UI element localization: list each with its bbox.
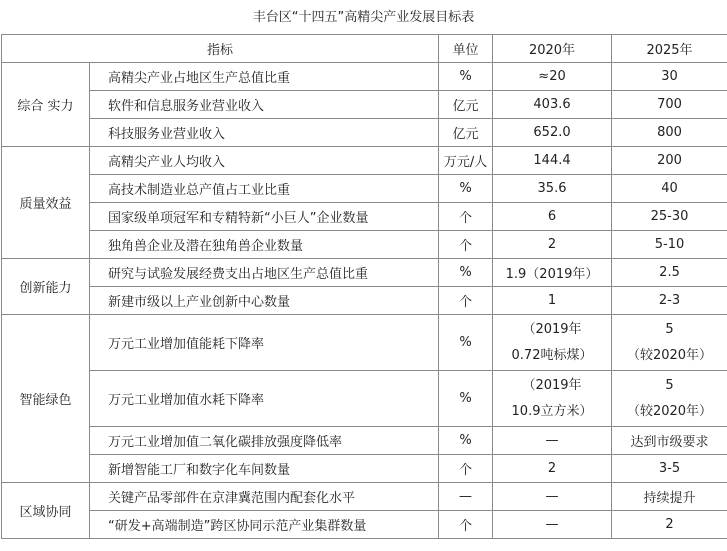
header-indicator: 指标: [2, 35, 439, 63]
indicator-cell: 研究与试验发展经费支出占地区生产总值比重: [90, 259, 439, 287]
value-line: （较2020年）: [626, 403, 713, 419]
value-2020-cell: 2: [493, 231, 612, 259]
value-2025-cell: 40: [612, 175, 727, 203]
value-2020-cell: —: [493, 511, 612, 539]
value-2020-cell: 1: [493, 287, 612, 315]
targets-table: [1, 34, 727, 539]
indicator-cell: 万元工业增加值能耗下降率: [90, 315, 439, 371]
value-2020-cell: —: [493, 483, 612, 511]
value-2020-cell: [493, 371, 612, 427]
value-2025-cell: 3-5: [612, 455, 727, 483]
unit-cell: 万元/人: [439, 147, 493, 175]
value-line: （2019年: [522, 321, 582, 337]
value-2020-cell: 6: [493, 203, 612, 231]
indicator-cell: 新增智能工厂和数字化车间数量: [90, 455, 439, 483]
table-title: 丰台区“十四五”高精尖产业发展目标表: [252, 10, 475, 25]
value-2020-cell: ≈20: [493, 63, 612, 91]
unit-cell: 亿元: [439, 119, 493, 147]
unit-cell: %: [439, 259, 493, 287]
header-2020: 2020年: [493, 35, 612, 63]
value-2020-cell: 2: [493, 455, 612, 483]
value-2025-cell: 持续提升: [612, 483, 727, 511]
indicator-cell: 高精尖产业占地区生产总值比重: [90, 63, 439, 91]
table-row: [2, 231, 727, 259]
table-row: [2, 259, 727, 287]
indicator-cell: 科技服务业营业收入: [90, 119, 439, 147]
indicator-cell: 软件和信息服务业营业收入: [90, 91, 439, 119]
table-row: [2, 511, 727, 539]
value-2025-cell: 200: [612, 147, 727, 175]
value-2020-cell: [493, 315, 612, 371]
category-cell: 质量效益: [2, 147, 90, 259]
value-2020-cell: 35.6: [493, 175, 612, 203]
unit-cell: %: [439, 427, 493, 455]
value-2025-cell: [612, 371, 727, 427]
indicator-cell: 万元工业增加值二氧化碳排放强度降低率: [90, 427, 439, 455]
table-row: [2, 91, 727, 119]
unit-cell: %: [439, 371, 493, 427]
indicator-cell: 国家级单项冠军和专精特新“小巨人”企业数量: [90, 203, 439, 231]
value-line: （较2020年）: [626, 347, 713, 363]
unit-cell: 亿元: [439, 91, 493, 119]
indicator-cell: “研发+高端制造”跨区协同示范产业集群数量: [90, 511, 439, 539]
value-2025-cell: 800: [612, 119, 727, 147]
header-row: [2, 35, 727, 63]
value-2020-cell: 1.9（2019年）: [493, 259, 612, 287]
unit-cell: —: [439, 483, 493, 511]
value-2020-cell: 403.6: [493, 91, 612, 119]
unit-cell: 个: [439, 511, 493, 539]
unit-cell: %: [439, 315, 493, 371]
value-line: 0.72吨标煤）: [511, 347, 593, 363]
category-cell: 创新能力: [2, 259, 90, 315]
unit-cell: 个: [439, 287, 493, 315]
header-2025: 2025年: [612, 35, 727, 63]
value-2025-cell: 25-30: [612, 203, 727, 231]
value-2020-cell: 652.0: [493, 119, 612, 147]
value-line: 5: [665, 321, 674, 337]
indicator-cell: 高精尖产业人均收入: [90, 147, 439, 175]
value-2020-cell: 144.4: [493, 147, 612, 175]
table-row: [2, 147, 727, 175]
value-2025-cell: 700: [612, 91, 727, 119]
value-2025-cell: [612, 315, 727, 371]
header-unit: 单位: [439, 35, 493, 63]
table-row: [2, 175, 727, 203]
value-line: 5: [665, 377, 674, 393]
value-2025-cell: 2: [612, 511, 727, 539]
category-cell: 区域协同: [2, 483, 90, 539]
table-row: [2, 427, 727, 455]
value-2025-cell: 2-3: [612, 287, 727, 315]
value-2020-cell: —: [493, 427, 612, 455]
unit-cell: 个: [439, 203, 493, 231]
value-2025-cell: 2.5: [612, 259, 727, 287]
indicator-cell: 万元工业增加值水耗下降率: [90, 371, 439, 427]
indicator-cell: 高技术制造业总产值占工业比重: [90, 175, 439, 203]
unit-cell: %: [439, 175, 493, 203]
table-row: [2, 203, 727, 231]
value-line: 10.9立方米）: [511, 403, 593, 419]
value-line: （2019年: [522, 377, 582, 393]
unit-cell: 个: [439, 455, 493, 483]
table-row: [2, 315, 727, 371]
table-row: [2, 287, 727, 315]
table-row: [2, 455, 727, 483]
table-row: [2, 119, 727, 147]
indicator-cell: 独角兽企业及潜在独角兽企业数量: [90, 231, 439, 259]
indicator-cell: 关键产品零部件在京津冀范围内配套化水平: [90, 483, 439, 511]
category-cell: 智能绿色: [2, 315, 90, 483]
table-row: [2, 483, 727, 511]
table-row: [2, 63, 727, 91]
value-2025-cell: 5-10: [612, 231, 727, 259]
indicator-cell: 新建市级以上产业创新中心数量: [90, 287, 439, 315]
unit-cell: %: [439, 63, 493, 91]
value-2025-cell: 30: [612, 63, 727, 91]
value-2025-cell: 达到市级要求: [612, 427, 727, 455]
table-row: [2, 371, 727, 427]
unit-cell: 个: [439, 231, 493, 259]
category-cell: 综合 实力: [2, 63, 90, 147]
